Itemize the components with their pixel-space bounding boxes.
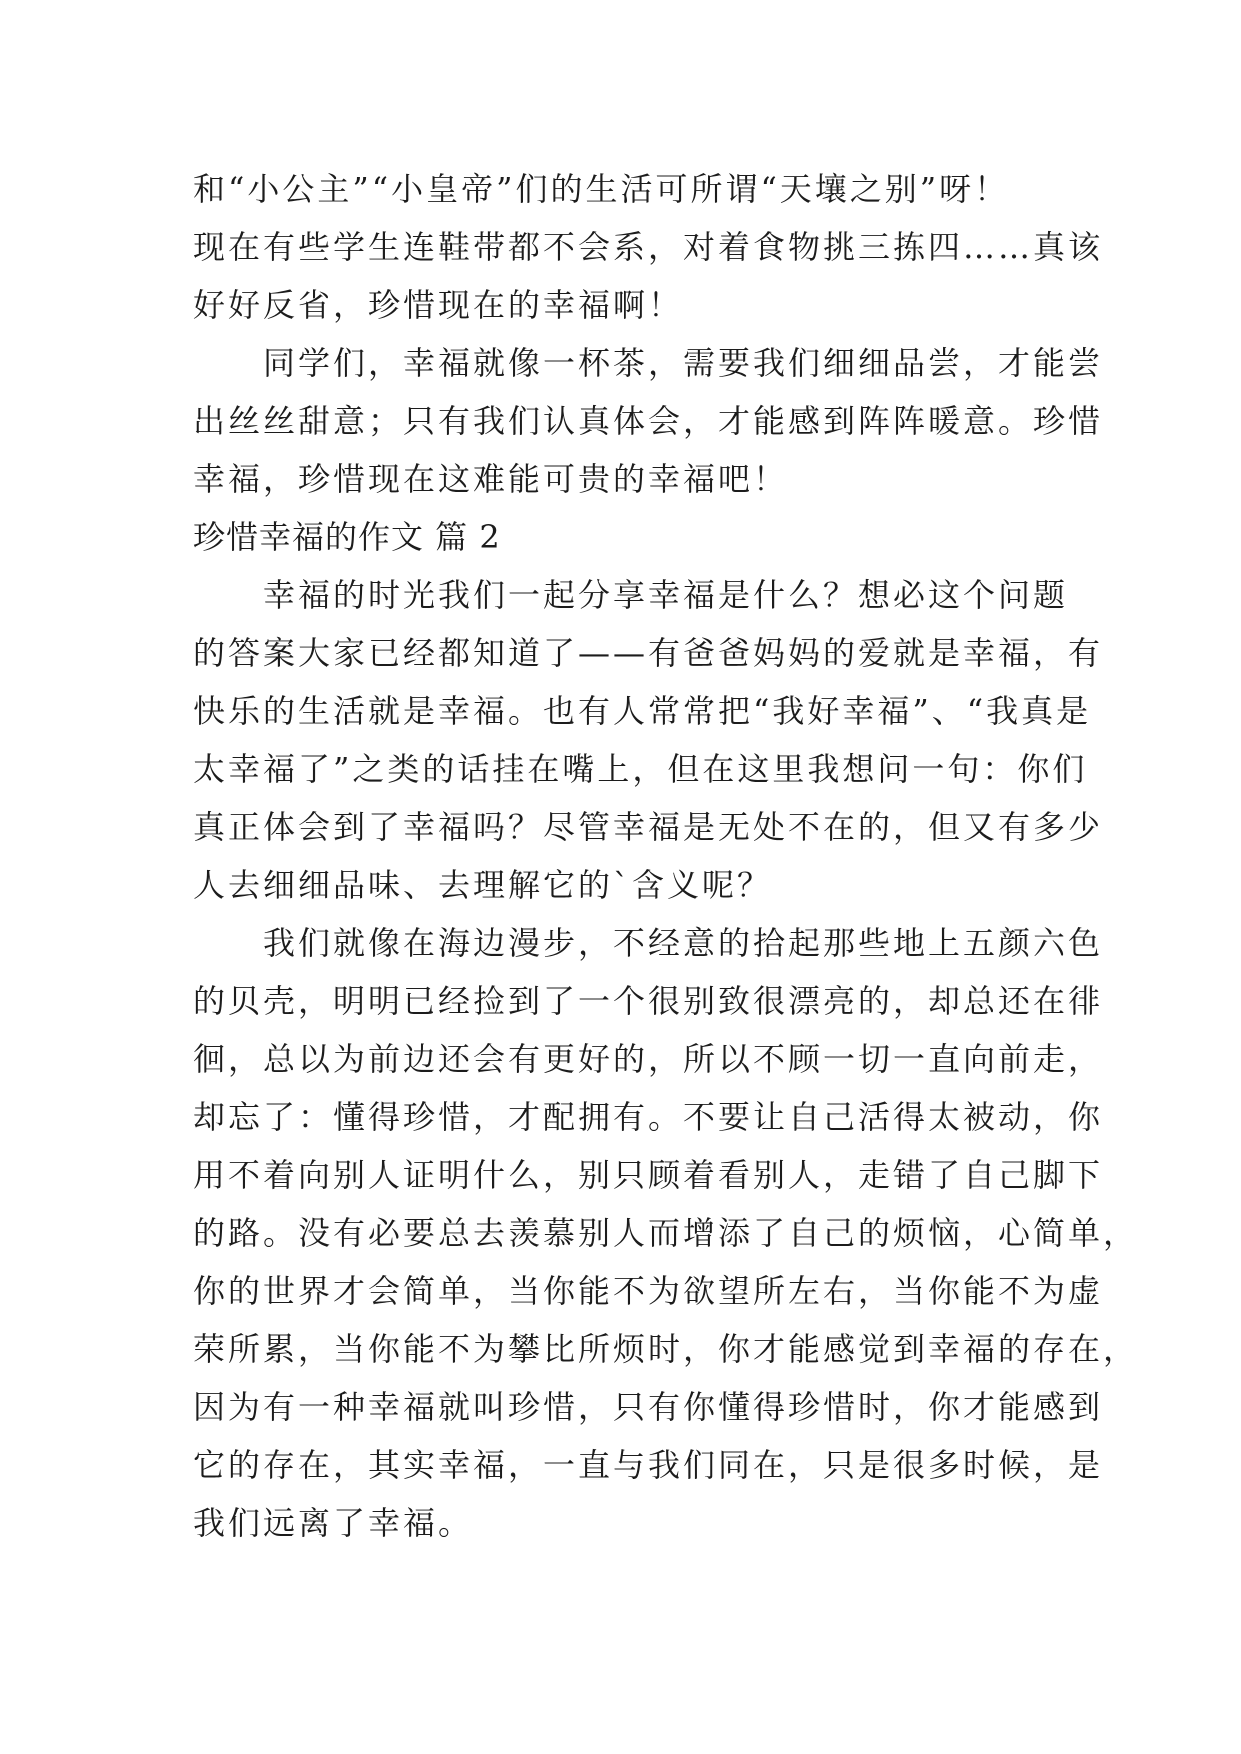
paragraph-1 — [193, 566, 1104, 914]
text-line: 出丝丝甜意；只有我们认真体会，才能感到阵阵暖意。珍惜 — [193, 402, 1104, 440]
text-line: 同学们，幸福就像一杯茶，需要我们细细品尝，才能尝 — [193, 344, 1104, 382]
text-line: 用不着向别人证明什么，别只顾着看别人，走错了自己脚下 — [193, 1156, 1104, 1194]
closing-paragraph — [193, 334, 1104, 508]
document-body — [193, 160, 1139, 1552]
text-line: 人去细细品味、去理解它的`含义呢？ — [193, 866, 773, 904]
text-line: 好好反省，珍惜现在的幸福啊！ — [193, 286, 684, 324]
text-line: 幸福的时光我们一起分享幸福是什么？想必这个问题 — [193, 576, 1069, 614]
text-line: 的答案大家已经都知道了——有爸爸妈妈的爱就是幸福，有 — [193, 634, 1104, 672]
text-line: 太幸福了”之类的话挂在嘴上，但在这里我想问一句：你们 — [193, 750, 1088, 788]
text-line: 快乐的生活就是幸福。也有人常常把“我好幸福”、“我真是 — [193, 692, 1092, 730]
text-line: 因为有一种幸福就叫珍惜，只有你懂得珍惜时，你才能感到 — [193, 1388, 1104, 1426]
text-line: 真正体会到了幸福吗？尽管幸福是无处不在的，但又有多少 — [193, 808, 1104, 846]
section-heading: 珍惜幸福的作文 篇 2 — [193, 518, 501, 556]
text-line: 它的存在，其实幸福，一直与我们同在，只是很多时候，是 — [193, 1446, 1104, 1484]
text-line: 和“小公主”“小皇帝”们的生活可所谓“天壤之别”呀！ — [193, 170, 1010, 208]
text-line: 幸福，珍惜现在这难能可贵的幸福吧！ — [193, 460, 789, 498]
text-line: 的贝壳，明明已经捡到了一个很别致很漂亮的，却总还在徘 — [193, 982, 1104, 1020]
paragraph-2 — [193, 914, 1139, 1552]
text-line: 徊，总以为前边还会有更好的，所以不顾一切一直向前走， — [193, 1040, 1104, 1078]
text-line: 却忘了：懂得珍惜，才配拥有。不要让自己活得太被动，你 — [193, 1098, 1104, 1136]
text-line: 荣所累，当你能不为攀比所烦时，你才能感觉到幸福的存在， — [193, 1330, 1139, 1368]
text-line: 我们远离了幸福。 — [193, 1504, 474, 1542]
text-line: 你的世界才会简单，当你能不为欲望所左右，当你能不为虚 — [193, 1272, 1104, 1310]
continuation-paragraph — [193, 160, 1104, 334]
text-line: 现在有些学生连鞋带都不会系，对着食物挑三拣四……真该 — [193, 228, 1104, 266]
text-line: 我们就像在海边漫步，不经意的拾起那些地上五颜六色 — [193, 924, 1104, 962]
text-line: 的路。没有必要总去羡慕别人而增添了自己的烦恼，心简单， — [193, 1214, 1139, 1252]
